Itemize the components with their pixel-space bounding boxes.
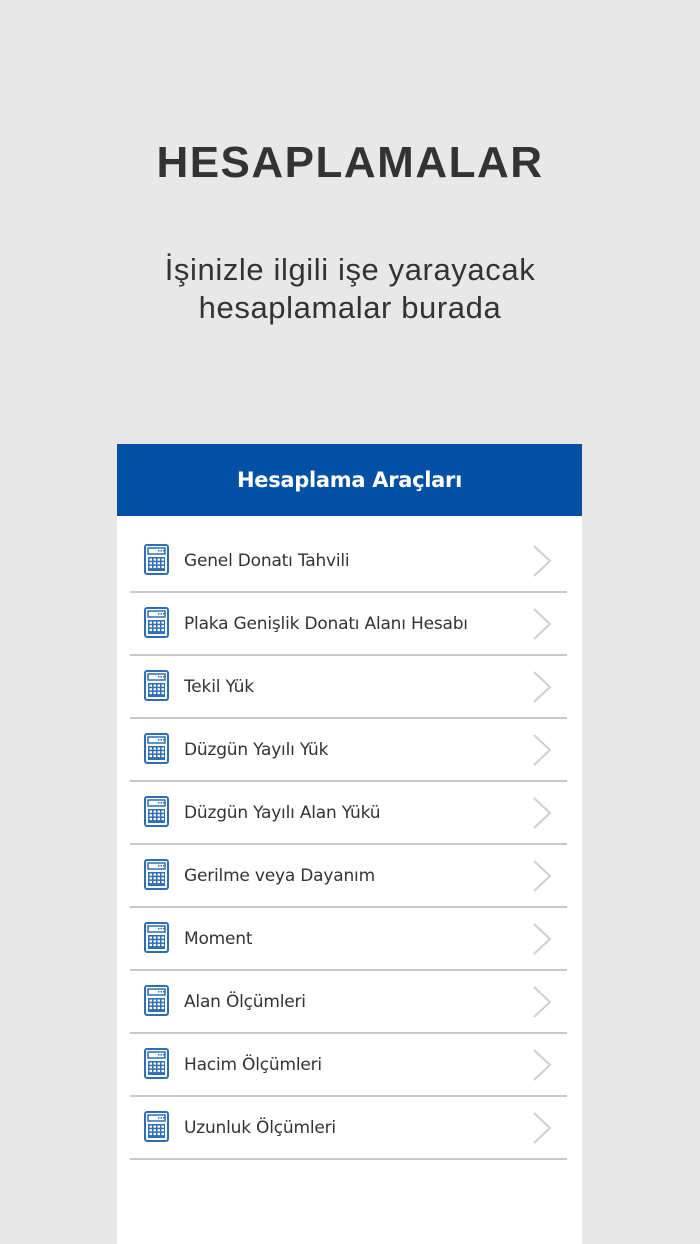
- list-item-7[interactable]: [130, 908, 567, 971]
- card-header: [117, 444, 582, 516]
- list-item-label: Hacim Ölçümleri: [184, 1054, 322, 1075]
- chevron-right-icon: [531, 1048, 553, 1082]
- subtitle-line-2: hesaplamalar burada: [198, 290, 502, 325]
- subtitle-line-1: İşinizle ilgili işe yarayacak: [164, 252, 536, 287]
- list-item-label: Uzunluk Ölçümleri: [184, 1117, 336, 1138]
- list-item-label: Tekil Yük: [184, 676, 254, 697]
- list-item-5[interactable]: [130, 782, 567, 845]
- list-item-label: Moment: [184, 928, 253, 949]
- list-item-label: Düzgün Yayılı Yük: [184, 739, 329, 760]
- list-item-9[interactable]: [130, 1034, 567, 1097]
- calculator-icon: [144, 922, 169, 953]
- list-item-label: Genel Donatı Tahvili: [184, 550, 350, 571]
- list-item-label: Gerilme veya Dayanım: [184, 865, 375, 886]
- calculator-icon: [144, 859, 169, 890]
- list-item-2[interactable]: [130, 593, 567, 656]
- chevron-right-icon: [531, 859, 553, 893]
- chevron-right-icon: [531, 733, 553, 767]
- calculator-icon: [144, 1048, 169, 1079]
- list-item-label: Düzgün Yayılı Alan Yükü: [184, 802, 381, 823]
- list-item-label: Plaka Genişlik Donatı Alanı Hesabı: [184, 613, 468, 634]
- page-subtitle: [0, 251, 700, 327]
- chevron-right-icon: [531, 544, 553, 578]
- list-item-label: Alan Ölçümleri: [184, 991, 306, 1012]
- calculation-tools-list: [130, 530, 567, 1160]
- list-item-6[interactable]: [130, 845, 567, 908]
- calculator-icon: [144, 670, 169, 701]
- calculator-icon: [144, 607, 169, 638]
- list-item-10[interactable]: [130, 1097, 567, 1160]
- chevron-right-icon: [531, 607, 553, 641]
- chevron-right-icon: [531, 1111, 553, 1145]
- page-title: HESAPLAMALAR: [156, 138, 544, 187]
- chevron-right-icon: [531, 796, 553, 830]
- list-item-4[interactable]: [130, 719, 567, 782]
- list-item-3[interactable]: [130, 656, 567, 719]
- list-item-1[interactable]: [130, 530, 567, 593]
- chevron-right-icon: [531, 985, 553, 1019]
- calculator-icon: [144, 796, 169, 827]
- calculator-icon: [144, 1111, 169, 1142]
- list-item-8[interactable]: [130, 971, 567, 1034]
- chevron-right-icon: [531, 670, 553, 704]
- chevron-right-icon: [531, 922, 553, 956]
- card-header-title: Hesaplama Araçları: [236, 468, 462, 492]
- calculator-icon: [144, 985, 169, 1016]
- calculator-icon: [144, 733, 169, 764]
- calculator-icon: [144, 544, 169, 575]
- calculation-tools-card: [117, 444, 582, 1244]
